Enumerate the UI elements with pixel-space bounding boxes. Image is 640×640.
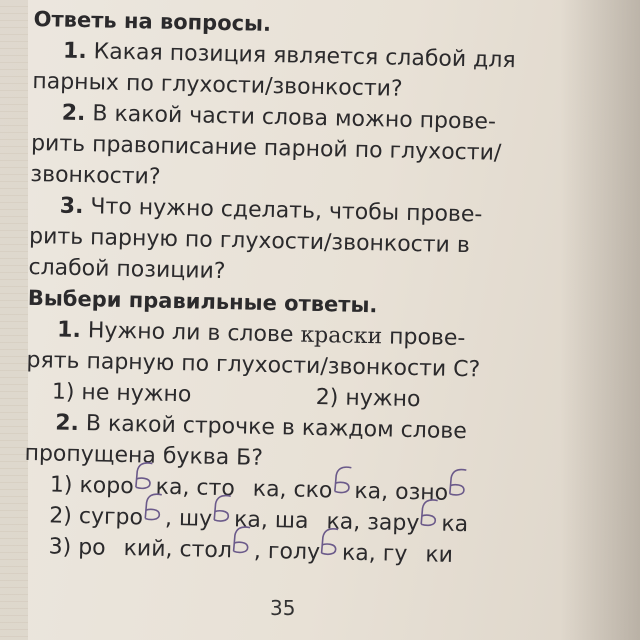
- word-part: ка,: [155, 474, 190, 501]
- task-text-end: прове-: [388, 324, 466, 352]
- task-1-line-2: рять парную по глухости/звонкости С?: [26, 347, 481, 383]
- question-number: 2.: [61, 100, 86, 127]
- page-content: [22, 4, 594, 574]
- question-2-line-3: звонкости?: [30, 161, 161, 190]
- word-part: ка,: [252, 476, 287, 503]
- question-text: Какая позиция является слабой для: [93, 39, 516, 74]
- word-part: ша: [274, 508, 309, 534]
- word-part: гу: [382, 541, 408, 567]
- question-1-line-2: парных по глухости/звонкости?: [32, 68, 403, 102]
- section-title-questions: Ответь на вопросы.: [33, 6, 272, 36]
- task-text: В какой строчке в каждом слове: [85, 411, 468, 445]
- word-part: ки: [425, 542, 454, 568]
- row-label: 2): [49, 503, 73, 529]
- word-part: ,: [253, 538, 262, 564]
- question-text: Что нужно сделать, чтобы прове-: [90, 194, 483, 228]
- word-part: ка,: [326, 509, 361, 535]
- task-2-line-2: пропущена буква Б?: [24, 440, 264, 471]
- handwritten-b-mark: [143, 502, 165, 524]
- option-1: 1) не нужно: [51, 379, 192, 408]
- word-part: кий,: [123, 535, 173, 563]
- question-number: 3.: [59, 193, 84, 220]
- word-part: ка,: [354, 478, 389, 505]
- section-title-answers: Выбери правильные ответы.: [27, 285, 378, 318]
- word-part: ка: [441, 511, 469, 538]
- task-number: 1.: [56, 317, 82, 344]
- word-part: голу: [267, 539, 321, 566]
- question-2-line-2: рить правописание парной по глухости/: [30, 130, 502, 166]
- word-part: зару: [366, 510, 420, 537]
- word-part: стол: [179, 537, 233, 564]
- question-3-line-2: рить парную по глухости/звонкости в: [28, 223, 471, 259]
- word-part: шу: [178, 506, 213, 532]
- handwritten-b-mark: [419, 508, 441, 530]
- word-part: ско: [293, 477, 333, 504]
- handwritten-b-mark: [320, 537, 342, 559]
- word-part: коро: [79, 473, 134, 500]
- word-part: ка,: [233, 507, 269, 534]
- example-word: краски: [300, 322, 383, 350]
- row-label: 3): [48, 534, 72, 560]
- handwritten-b-mark: [332, 475, 354, 497]
- handwritten-b-mark: [448, 478, 470, 500]
- task-text: Нужно ли в слове: [87, 318, 294, 348]
- question-number: 1.: [62, 38, 87, 65]
- word-part: ка,: [341, 540, 377, 567]
- handwritten-b-mark: [232, 535, 254, 557]
- word-part: сугро: [78, 504, 144, 531]
- page-number: 35: [270, 596, 296, 620]
- task-number: 2.: [54, 410, 80, 437]
- question-3-line-3: слабой позиции?: [28, 254, 226, 285]
- option-2: 2) нужно: [315, 384, 421, 413]
- question-text: В какой части слова можно прове-: [92, 101, 497, 135]
- word-part: озно: [394, 479, 449, 506]
- word-part: сто: [196, 475, 236, 502]
- row-label: 1): [49, 472, 73, 498]
- word-part: ,: [164, 505, 173, 531]
- word-part: ро: [77, 535, 106, 561]
